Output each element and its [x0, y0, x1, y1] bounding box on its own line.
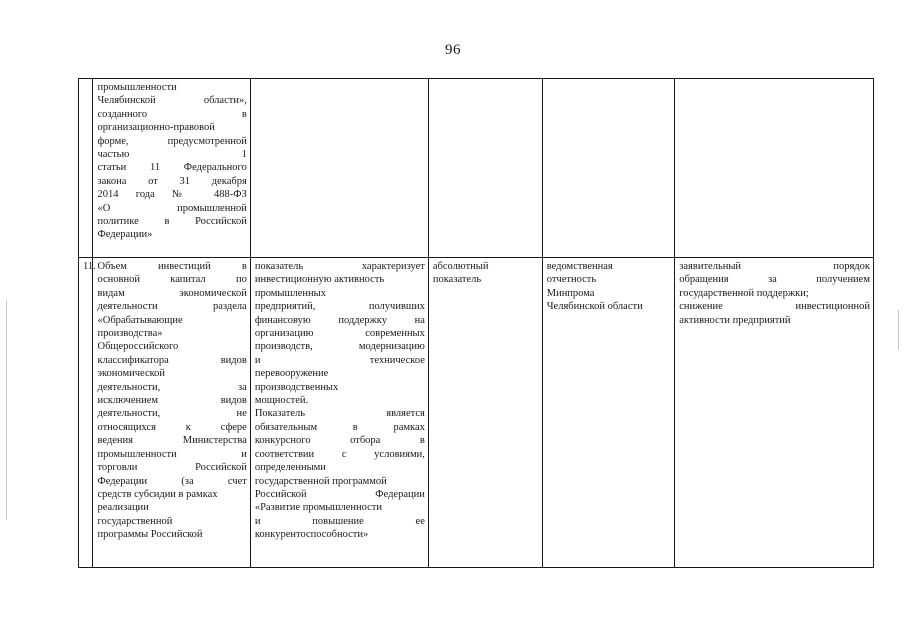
- text-line: производственных: [254, 381, 339, 393]
- text-line: деятельности раздела: [97, 301, 247, 313]
- text-line: основной капитал по: [97, 274, 247, 286]
- text-line: финансовую поддержку на: [254, 314, 425, 326]
- text-line: Челябинской области»,: [97, 95, 247, 107]
- text-line: мощностей.: [254, 395, 309, 407]
- text-line: политике в Российской: [97, 216, 247, 228]
- text-line: Российской Федерации: [254, 488, 425, 500]
- text-line: заявительный порядок: [679, 261, 870, 272]
- text-line: промышленности и: [97, 448, 247, 460]
- cell-note-empty: [675, 79, 874, 258]
- text-line: государственной поддержки;: [679, 287, 809, 299]
- cell-indicator-name-continued: [93, 79, 250, 258]
- text-line: промышленных: [254, 287, 326, 299]
- text-line: перевооружение: [254, 368, 329, 380]
- text-line: конкурентоспособности»: [254, 529, 369, 541]
- text-line: обязательным в рамках: [254, 421, 425, 433]
- text-line: снижение инвестиционной: [679, 301, 870, 313]
- text-line: и повышение ее: [254, 515, 425, 527]
- cell-description-empty: [250, 79, 428, 258]
- text-line: организационно-правовой: [97, 122, 215, 134]
- text-line: деятельности, не: [97, 408, 247, 420]
- text-line: деятельности, за: [97, 381, 247, 393]
- cell-description: [250, 258, 428, 568]
- text-line: созданного в: [97, 108, 247, 120]
- text-line: «О промышленной: [97, 202, 247, 214]
- text-line: производств, модернизацию: [254, 341, 425, 353]
- text-line: активности предприятий: [679, 314, 791, 326]
- text-line: частью 1: [97, 149, 247, 161]
- cell-notes: [675, 258, 874, 568]
- text-line: торговли Российской: [97, 462, 247, 474]
- text-line: 2014 года № 488-ФЗ: [97, 189, 247, 201]
- text-line: государственной программой: [254, 475, 387, 487]
- text-line: средств субсидии в рамках: [97, 488, 218, 500]
- table-row-continued: [79, 79, 874, 258]
- text-line: форме, предусмотренной: [97, 135, 247, 147]
- text-line: классификатора видов: [97, 354, 247, 366]
- text-line: абсолютный: [432, 261, 489, 272]
- text-line: предприятий, получивших: [254, 301, 425, 313]
- cell-number-empty: [79, 79, 93, 258]
- text-line: «Развитие промышленности: [254, 502, 383, 514]
- text-line: Челябинской области: [546, 301, 643, 313]
- text-line: промышленности: [97, 82, 177, 93]
- cell-source-empty: [542, 79, 675, 258]
- text-line: обращения за получением: [679, 274, 870, 286]
- cell-indicator-name: [93, 258, 250, 568]
- cell-indicator-type: [428, 258, 542, 568]
- cell-data-source: [542, 258, 675, 568]
- text-line: «Обрабатывающие: [97, 314, 183, 326]
- text-line: Федерации (за счет: [97, 475, 247, 487]
- text-line: организацию современных: [254, 328, 425, 340]
- text-line: относящихся к сфере: [97, 421, 247, 433]
- text-line: инвестиционную активность: [254, 274, 385, 286]
- row-number: 11.: [79, 258, 93, 568]
- text-line: Минпрома: [546, 287, 595, 299]
- table-row-11: [79, 258, 874, 568]
- text-line: экономической: [97, 368, 166, 380]
- text-line: и техническое: [254, 354, 425, 366]
- scan-edge-mark-right: [898, 310, 899, 350]
- text-line: программы Российской: [97, 529, 203, 541]
- text-line: Показатель является: [254, 408, 425, 420]
- text-line: соответствии с условиями,: [254, 448, 425, 460]
- text-line: реализации: [97, 502, 149, 514]
- text-line: государственной: [97, 515, 173, 527]
- text-line: показатель: [432, 274, 482, 286]
- text-line: ведомственная: [546, 261, 613, 272]
- scan-edge-mark-left: [6, 300, 7, 520]
- text-line: отчетность: [546, 274, 597, 286]
- text-line: определенными: [254, 462, 326, 474]
- text-line: статьи 11 Федерального: [97, 162, 247, 174]
- text-line: Объем инвестиций в: [97, 261, 247, 272]
- text-line: видам экономической: [97, 287, 247, 299]
- text-line: конкурсного отбора в: [254, 435, 425, 447]
- cell-type-empty: [428, 79, 542, 258]
- text-line: производства»: [97, 328, 163, 340]
- text-line: Общероссийского: [97, 341, 179, 353]
- page-number: 96: [445, 42, 461, 58]
- text-line: Федерации»: [97, 229, 153, 241]
- text-line: ведения Министерства: [97, 435, 247, 447]
- indicators-table: [78, 78, 874, 568]
- text-line: исключением видов: [97, 395, 247, 407]
- text-line: показатель характеризует: [254, 261, 425, 272]
- text-line: закона от 31 декабря: [97, 175, 247, 187]
